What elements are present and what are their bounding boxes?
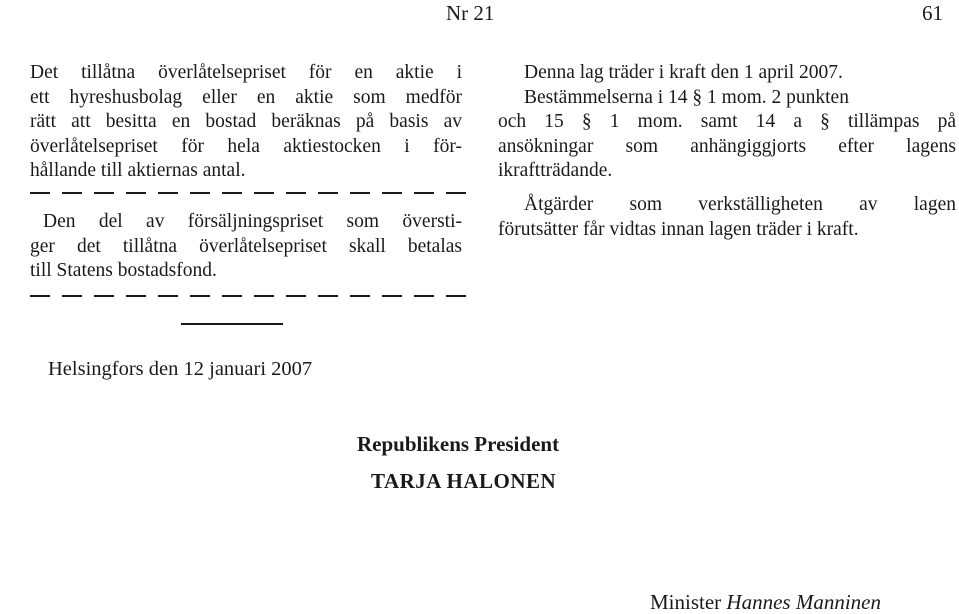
left-p1-line-3: rätt att besitta en bostad beräknas på basis av [30, 111, 462, 132]
left-p2-line-3: till Statens bostadsfond. [30, 260, 217, 281]
right-p1-line-3: och 15 § 1 mom. samt 14 a § tillämpas på [498, 111, 956, 132]
right-p1-line-5: ikraftträdande. [498, 160, 613, 181]
dash-separator-2 [30, 295, 466, 297]
right-p1-line-2: Bestämmelserna i 14 § 1 mom. 2 punkten [524, 86, 849, 108]
left-p1-line-2: ett hyreshusbolag eller en aktie som medför [30, 86, 462, 108]
right-p1-line-1: Denna lag träder i kraft den 1 april 2007. [524, 62, 843, 83]
left-paragraph-2 [30, 210, 462, 284]
page-number: 61 [922, 1, 943, 25]
left-p1-line-5: hållande till aktiernas antal. [30, 160, 246, 181]
left-paragraph-1 [30, 61, 462, 184]
right-p2-line-1: Åtgärder som verkställigheten av lagen [524, 194, 956, 215]
left-p1-line-1: Det tillåtna överlåtelsepriset för en aktie i [30, 62, 462, 83]
minister-line [650, 591, 881, 613]
left-p2-line-1: Den del av försäljningspriset som översti- [43, 211, 462, 232]
right-paragraph-2 [498, 193, 956, 242]
right-p1-line-4: ansökningar som anhängiggjorts efter lagens [498, 135, 956, 157]
right-paragraph-1 [498, 61, 956, 184]
minister-name: Hannes Manninen [726, 590, 881, 614]
signatory-title: Republikens President [357, 432, 560, 456]
left-p2-line-2: ger det tillåtna överlåtelsepriset skall betalas [30, 235, 462, 257]
issue-number: Nr 21 [446, 1, 495, 25]
section-end-rule [181, 323, 283, 325]
place-date: Helsingfors den 12 januari 2007 [48, 358, 313, 380]
right-p2-line-2: förutsätter får vidtas innan lagen träder i kraft. [498, 218, 859, 240]
signatory-name: TARJA HALONEN [371, 469, 557, 493]
left-p1-line-4: överlåtelsepriset för hela aktiestocken i för- [30, 135, 462, 157]
minister-label: Minister [650, 590, 722, 614]
dash-separator-1 [30, 192, 466, 194]
